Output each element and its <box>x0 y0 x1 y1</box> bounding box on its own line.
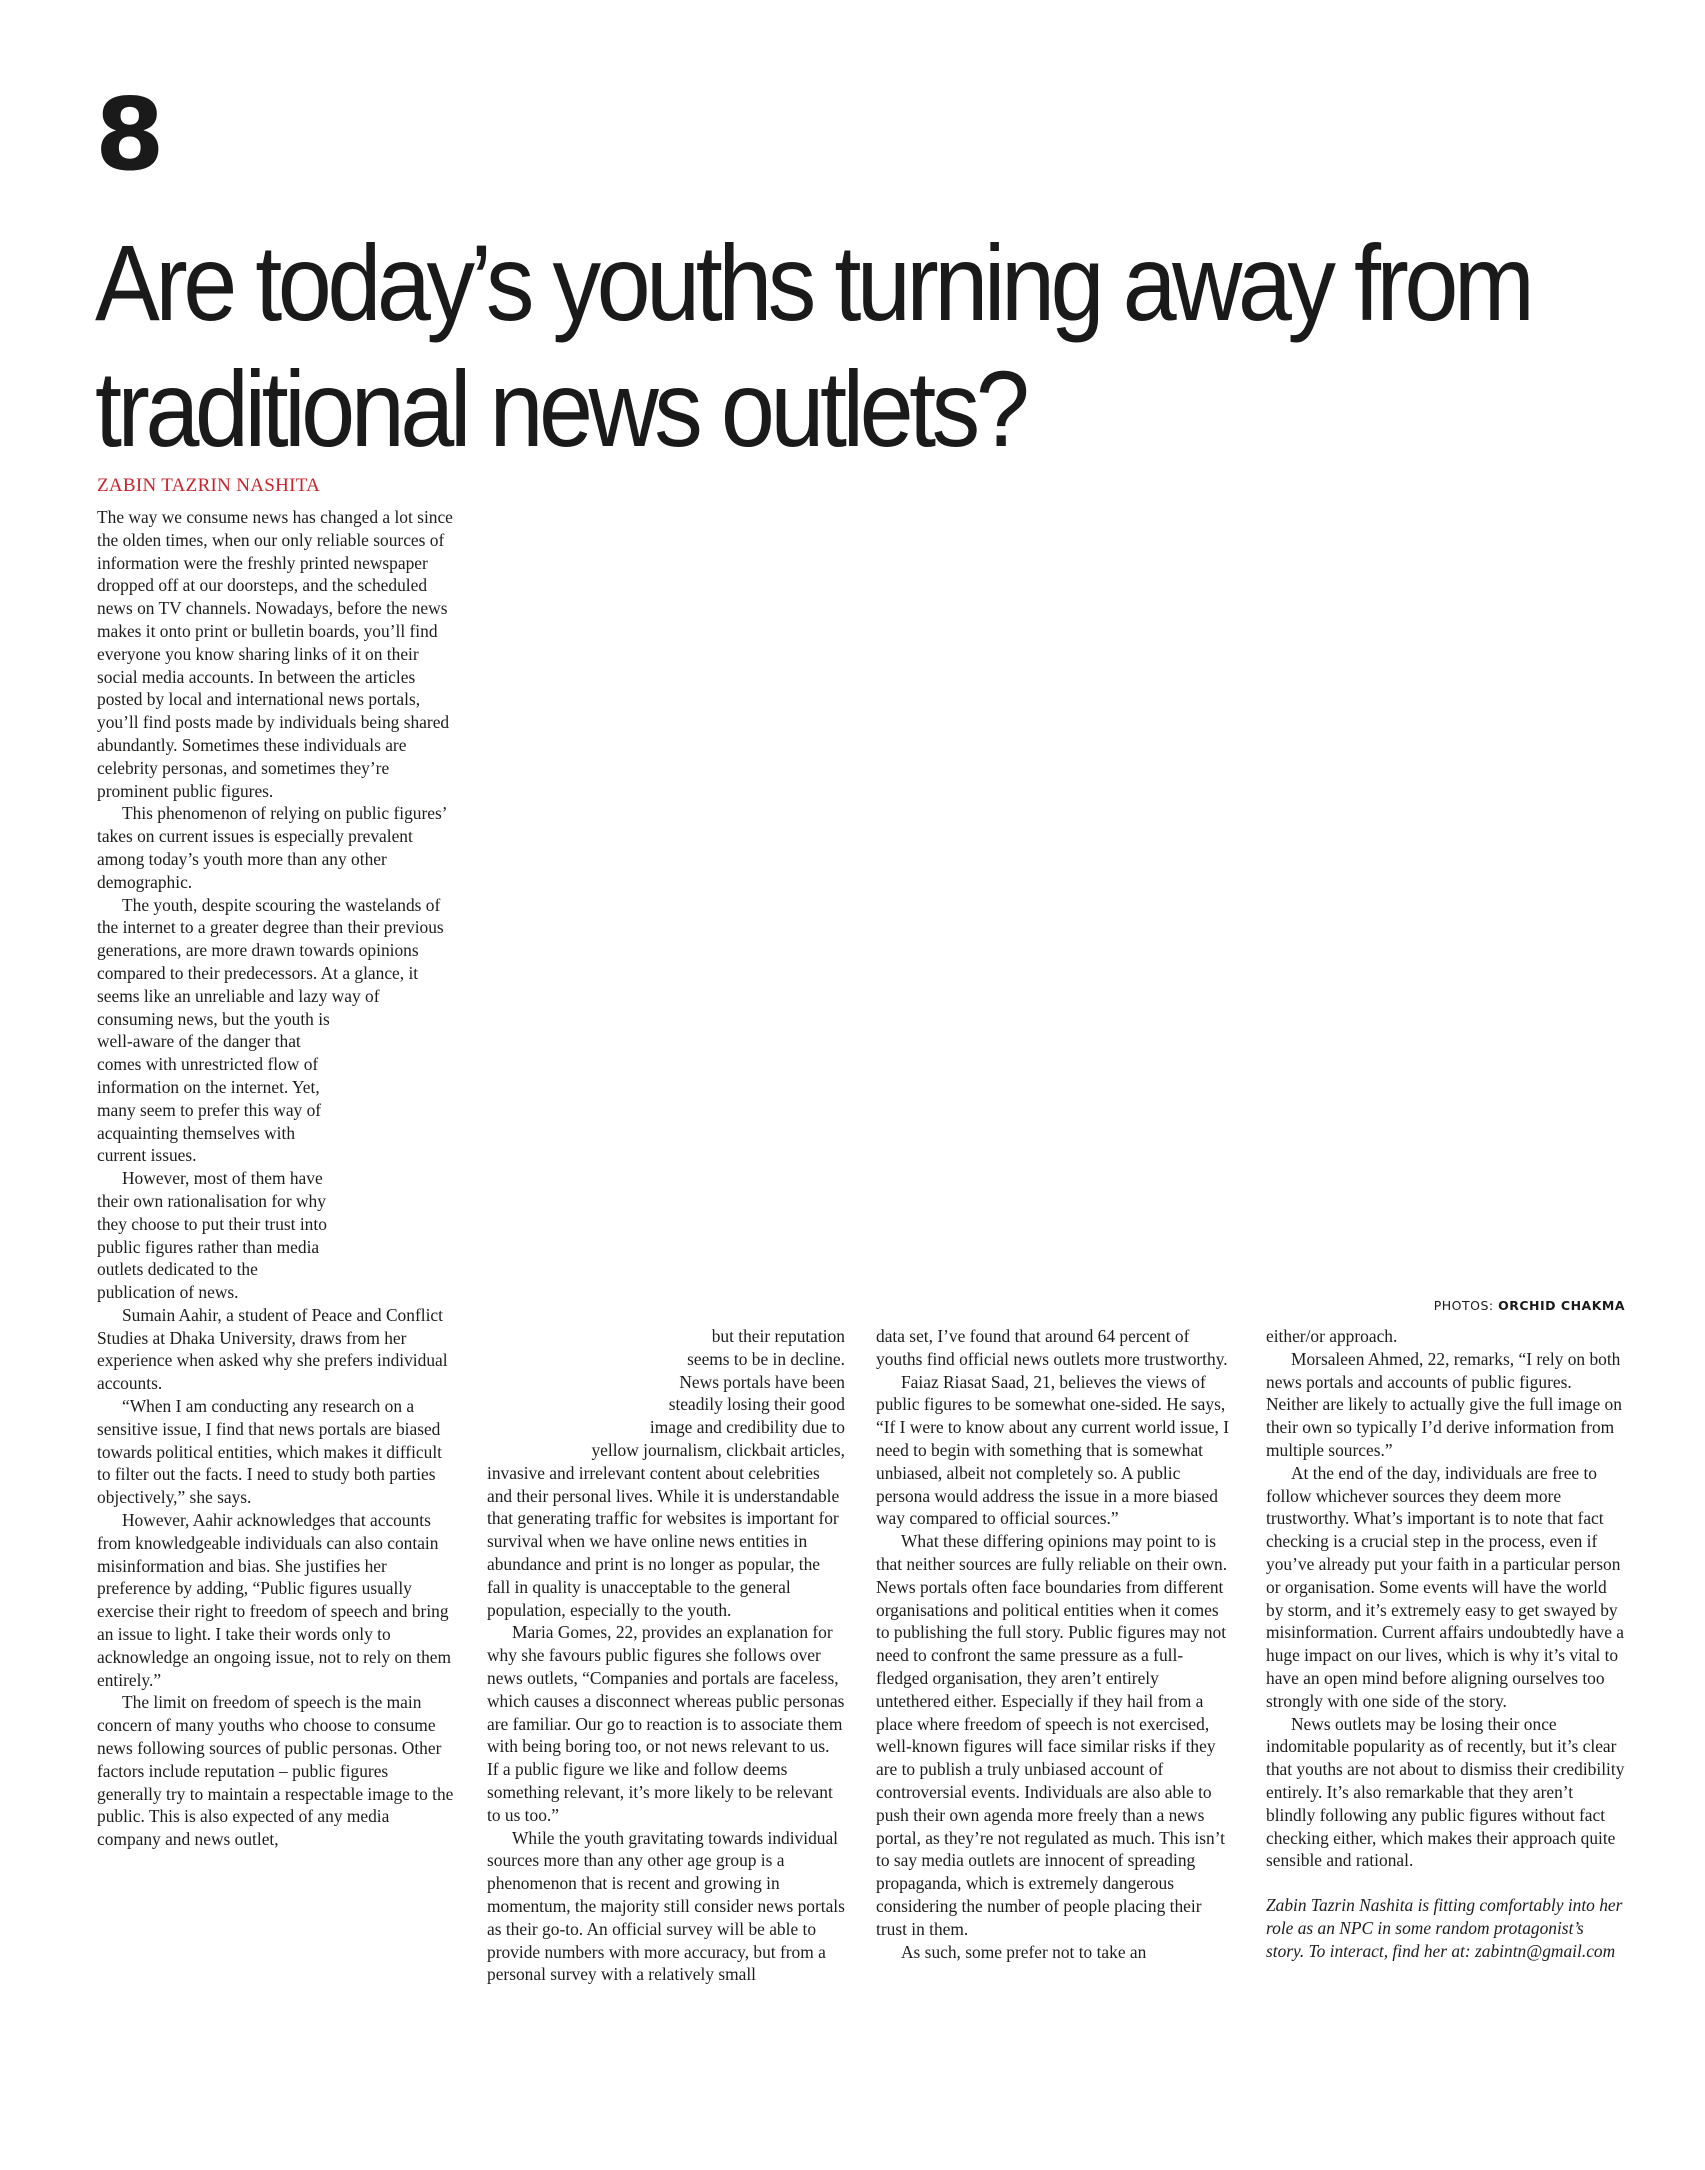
paragraph: invasive and irrelevant content about celebrities and their personal lives. While it is understandable that generating traffic for websites is important for survival when we have online news entities in abundance and print is no longer as popular, the fall in quality is unacceptable to the general population, especially to the youth. <box>487 1462 840 1620</box>
paragraph: Sumain Aahir, a student of Peace and Conflict Studies at Dhaka University, draws from her experience when asked why she prefers individual accounts. <box>97 1304 448 1394</box>
article-column-2 <box>487 1325 845 1986</box>
paragraph: At the end of the day, individuals are free to follow whichever sources they deem more trustworthy. What’s important is to note that fact checking is a crucial step in the process, even if you’ve already put your faith in a particular person or organisation. Some events will have the world by storm, and it’s extremely easy to get swayed by misinformation. Current affairs undoubtedly have a huge impact on our lives, which is why it’s vital to have an open mind before aligning ourselves too strongly with one side of the story. <box>1266 1462 1625 1711</box>
paragraph: While the youth gravitating towards individual sources more than any other age group is a phenomenon that is recent and growing in momentum, the majority still consider news portals as their go-to. An official survey will be able to provide numbers with more accuracy, but from a personal survey with a relatively small <box>487 1827 845 1985</box>
paragraph: Maria Gomes, 22, provides an explanation for why she favours public figures she follows over news outlets, “Companies and portals are faceless, which causes a disconnect whereas public personas are familiar. Our go to reaction is to associate them with being boring too, or not news relevant to us. If a public figure we like and follow deems something relevant, it’s more likely to be relevant to us too.” <box>487 1622 845 1825</box>
byline: ZABIN TAZRIN NASHITA <box>97 475 321 496</box>
author-bio: Zabin Tazrin Nashita is fitting comfortably into her role as an NPC in some random protagonist’s story. To interact, find her at: zabintn@gmail.com <box>1266 1895 1623 1961</box>
headline-line-2: traditional news outlets? <box>95 348 1026 469</box>
photo-credit-label: PHOTOS: <box>1433 1298 1494 1313</box>
wrapped-line: yellow journalism, clickbait articles, <box>591 1439 845 1460</box>
paragraph: The limit on freedom of speech is the main concern of many youths who choose to consume news following sources of public personas. Other factors include reputation – public figures generally try to maintain a respectable image to the public. This is also expected of any media company and news outlet, <box>97 1692 454 1850</box>
spacer <box>1266 1872 1626 1894</box>
paragraph: However, most of them have their own rationalisation for why they choose to put their trust into public figures rather than media outlets dedicated to the publication of news. <box>97 1168 327 1303</box>
headline <box>95 220 1531 472</box>
paragraph: data set, I’ve found that around 64 percent of youths find official news outlets more trustworthy. <box>876 1326 1228 1369</box>
paragraph: Faiaz Riasat Saad, 21, believes the views of public figures to be somewhat one-sided. He says, “If I were to know about any current world issue, I need to begin with something that is somewhat unbiased, albeit not completely so. A public persona would address the issue in a more biased way compared to official sources.” <box>876 1371 1230 1529</box>
paragraph: As such, some prefer not to take an <box>901 1941 1147 1962</box>
paragraph: “When I am conducting any research on a sensitive issue, I find that news portals are biased towards political entities, which makes it difficult to filter out the facts. I need to study both parties objectively,” she says. <box>97 1396 443 1508</box>
text-wrap-zone <box>487 1325 845 1462</box>
photo-credit-name: ORCHID CHAKMA <box>1498 1298 1625 1313</box>
wrapped-line: steadily losing their good <box>668 1394 845 1415</box>
photo-credit <box>1434 1298 1625 1313</box>
paragraph: What these differing opinions may point to is that neither sources are fully reliable on their own. News portals often face boundaries from different organisations and political entities when it comes to publishing the full story. Public figures may not need to confront the same pressure as a full-fledged organisation, they aren’t entirely untethered either. Especially if they hail from a place where freedom of speech is not exercised, well-known figures will face similar risks if they are to publish a truly unbiased account of controversial events. Individuals are also able to push their own agenda more freely than a news portal, as they’re not regulated as much. This isn’t to say media outlets are innocent of spreading propaganda, which is extremely dangerous considering the number of people placing their trust in them. <box>876 1531 1228 1939</box>
paragraph: This phenomenon of relying on public figures’ takes on current issues is especially prevalent among today’s youth more than any other demographic. <box>97 803 447 892</box>
paragraph: The youth, despite scouring the wastelands of the internet to a greater degree than their previous generations, are more drawn towards opinions compared to their predecessors. At a glance, it seems like an unreliable and lazy way of consuming news, but the youth is <box>97 894 444 1029</box>
paragraph: well-aware of the danger that comes with unrestricted flow of information on the internet. Yet, many seem to prefer this way of acquainting themselves with current issues. <box>97 1031 322 1166</box>
wrapped-line: but their reputation <box>711 1326 845 1346</box>
article-column-1 <box>97 506 457 1851</box>
wrapped-line: News portals have been <box>679 1371 845 1392</box>
page-number: 8 <box>95 76 165 193</box>
article-column-3 <box>876 1325 1234 1963</box>
article-column-4 <box>1266 1325 1626 1963</box>
paragraph: either/or approach. <box>1266 1326 1398 1346</box>
wrapped-line: image and credibility due to <box>649 1417 845 1438</box>
paragraph: The way we consume news has changed a lot since the olden times, when our only reliable sources of information were the freshly printed newspaper dropped off at our doorsteps, and the scheduled news on TV channels. Nowadays, before the news makes it onto print or bulletin boards, you’ll find everyone you know sharing links of it on their social media accounts. In between the articles posted by local and international news portals, you’ll find posts made by individuals being shared abundantly. Sometimes these individuals are celebrity personas, and sometimes they’re prominent public figures. <box>97 507 453 801</box>
paragraph: However, Aahir acknowledges that accounts from knowledgeable individuals can also contain misinformation and bias. She justifies her preference by adding, “Public figures usually exercise their right to freedom of speech and bring an issue to light. I take their words only to acknowledge an ongoing issue, not to rely on them entirely.” <box>97 1510 452 1690</box>
paragraph: News outlets may be losing their once indomitable popularity as of recently, but it’s clear that youths are not about to dismiss their credibility entirely. It’s also remarkable that they aren’t blindly following any public figures without fact checking either, which makes their approach quite sensible and rational. <box>1266 1713 1625 1871</box>
wrapped-line: seems to be in decline. <box>687 1348 845 1369</box>
paragraph: Morsaleen Ahmed, 22, remarks, “I rely on both news portals and accounts of public figures. Neither are likely to actually give the full image on their own so typically I’d derive information from multiple sources.” <box>1266 1348 1622 1460</box>
headline-line-1: Are today’s youths turning away from <box>95 222 1531 343</box>
